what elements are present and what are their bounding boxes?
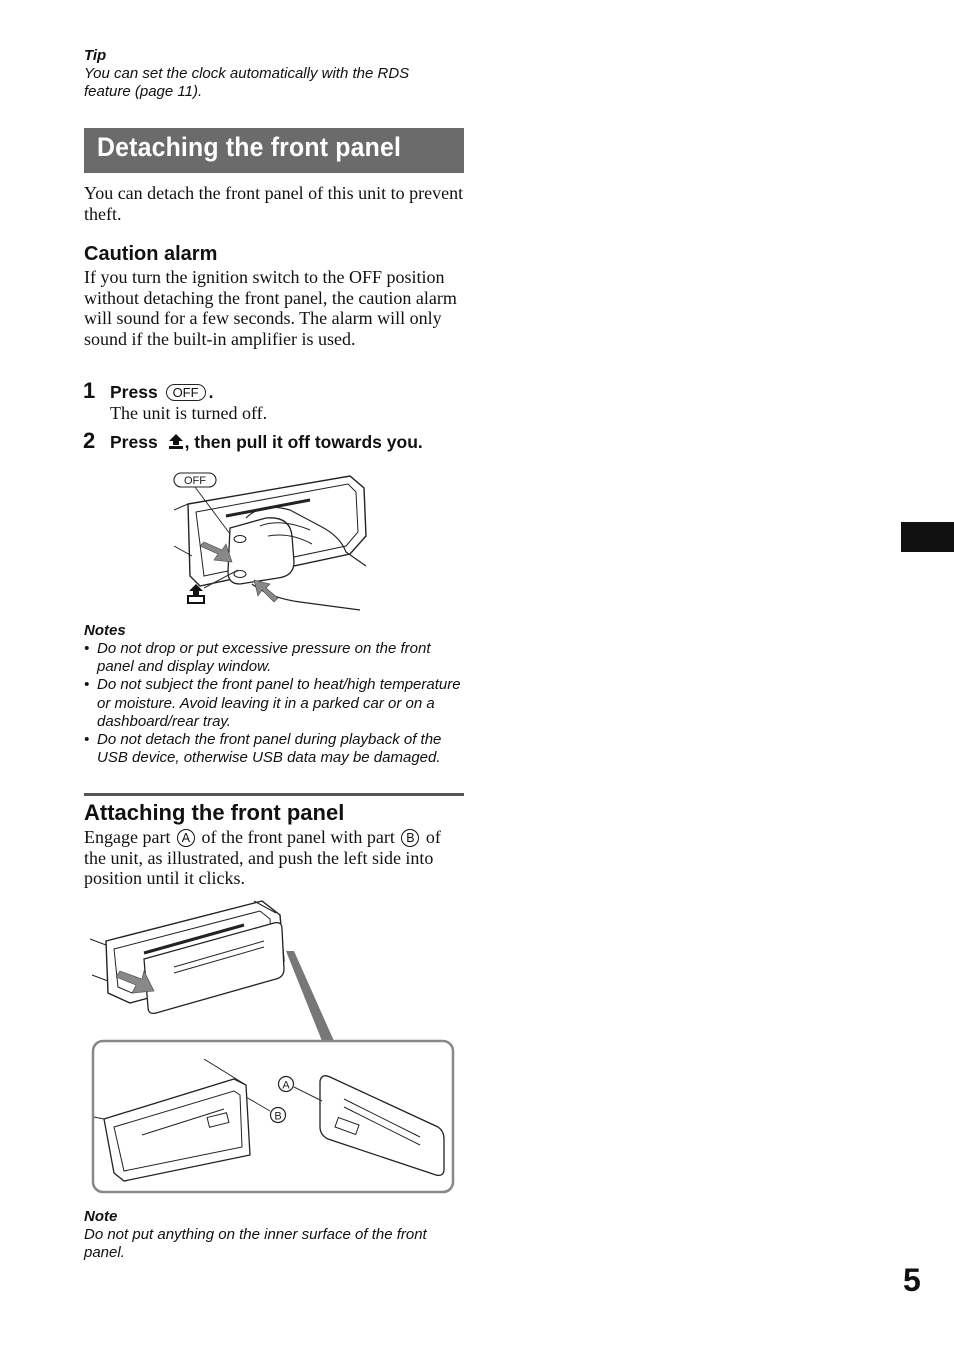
note-text: Do not put anything on the inner surface of the front panel. [84,1226,427,1261]
label-a: A [282,1079,290,1092]
section-title: Detaching the front panel [97,132,402,162]
caution-heading: Caution alarm [84,243,218,265]
illus-off-label: OFF [184,475,206,487]
note-item: • Do not subject the front panel to heat/high temperature or moisture. Avoid leaving it in a parked car or on a dashboard/rear tray. [84,676,461,730]
step-1-prefix: Press [110,382,158,402]
note-item: • Do not detach the front panel during playback of the USB device, otherwise USB data may be damaged. [84,731,442,767]
illus-release-icon [188,584,204,603]
detach-illustration [170,466,390,616]
label-b: B [274,1110,282,1123]
thumb-index-tab [901,522,954,552]
attach-illustration [84,895,464,1200]
section-divider [84,793,464,796]
attach-heading: Attaching the front panel [84,800,345,825]
attach-body: Engage part A of the front panel with part B of the unit, as illustrated, and push the left side into position until it clicks. [84,827,441,888]
step-2-number: 2 [83,428,96,453]
notes-label: Notes [84,622,126,639]
notes-list [84,640,464,767]
tip-text: You can set the clock automatically with the RDS feature (page 11). [84,65,410,100]
step-1-number: 1 [83,378,96,403]
note-item: • Do not drop or put excessive pressure on the front panel and display window. [84,640,431,676]
step-1-suffix: . [208,382,214,402]
off-key-label: OFF [166,384,206,401]
step-1-result: The unit is turned off. [110,403,268,423]
step-2-instruction [110,432,423,453]
step-2-prefix: Press [110,432,158,452]
part-a-marker: A [177,829,195,847]
tip-label: Tip [84,47,107,64]
section-intro: You can detach the front panel of this unit to prevent theft. [84,183,464,224]
step-2-suffix: , then pull it off towards you. [184,432,423,452]
caution-body: If you turn the ignition switch to the OFF position without detaching the front panel, the caution alarm will sound for a few seconds. The alarm will only sound if the built-in amplifier is used. [84,267,457,349]
part-b-marker: B [401,829,419,847]
page-number: 5 [903,1262,921,1298]
release-icon [167,433,185,450]
step-1-instruction [110,382,213,403]
note-label: Note [84,1208,118,1225]
